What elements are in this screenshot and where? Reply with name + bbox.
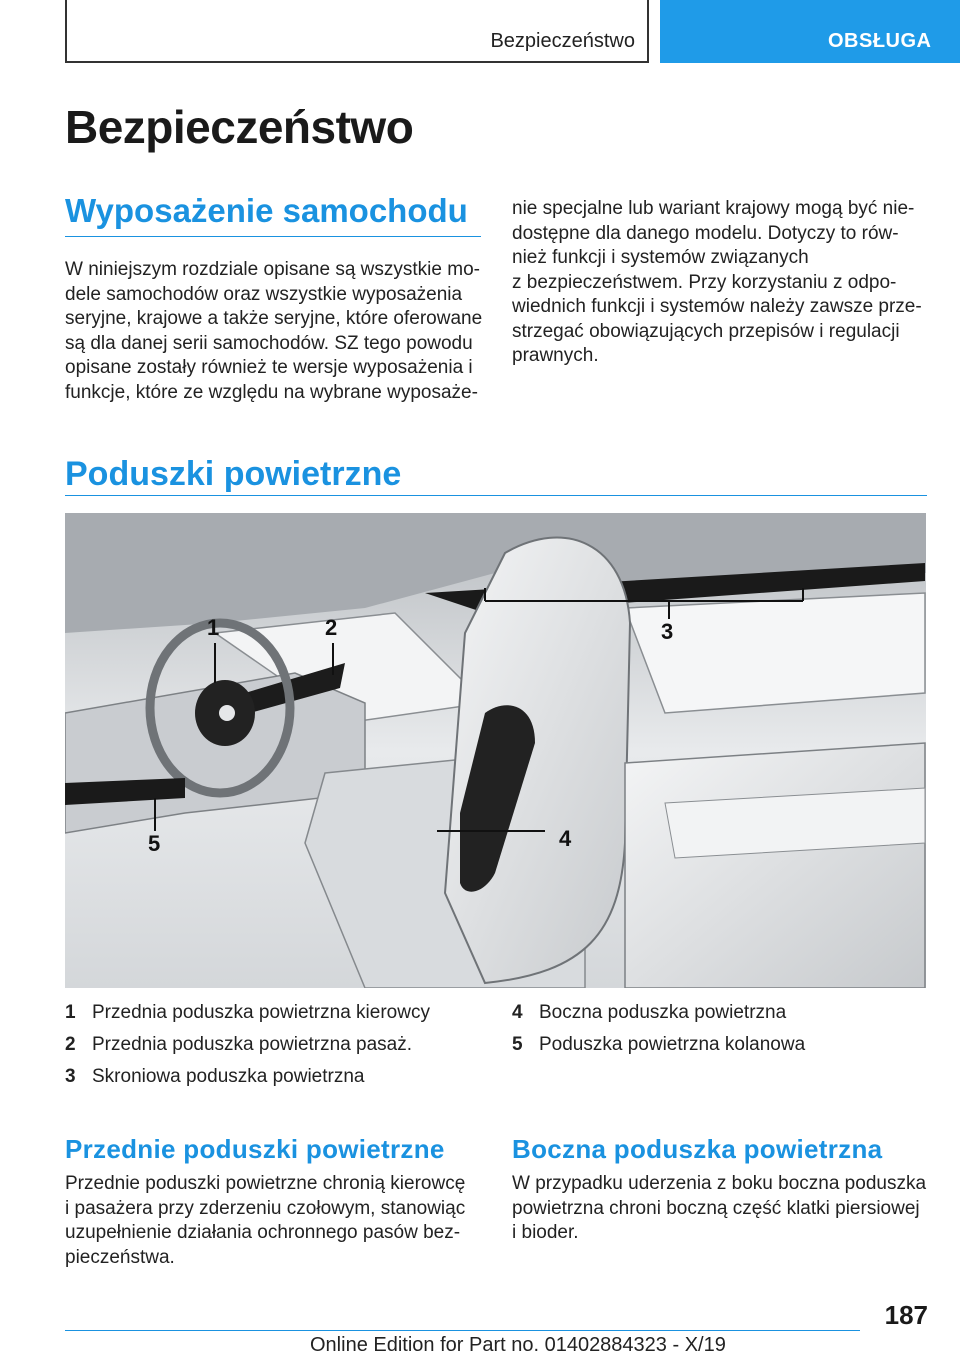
text-line: Przednie poduszki powietrzne chronią kierowcę (65, 1173, 466, 1194)
equipment-paragraph-right (512, 197, 932, 369)
front-airbags-paragraph (65, 1172, 495, 1270)
edition-footer: Online Edition for Part no. 01402884323 - X/19 (310, 1334, 726, 1356)
section-tab (65, 0, 649, 63)
section-rule (65, 495, 927, 496)
equipment-paragraph-left (65, 258, 485, 405)
legend-item (512, 1002, 786, 1024)
text-line: opisane zostały również te wersje wyposażenia i (65, 357, 473, 378)
legend-text: Przednia poduszka powietrzna pasaż. (92, 1034, 413, 1055)
section-rule (65, 236, 481, 237)
text-line: i bioder. (512, 1222, 579, 1243)
legend-number: 5 (512, 1034, 523, 1055)
legend-item (65, 1066, 365, 1088)
legend-number: 2 (65, 1034, 76, 1055)
text-line: dele samochodów oraz wszystkie wyposażenia (65, 283, 463, 305)
text-line: nież funkcji i systemów związanych (512, 247, 809, 268)
legend-item (65, 1002, 430, 1024)
text-line: W przypadku uderzenia z boku boczna poduszka (512, 1173, 927, 1194)
side-airbag-paragraph (512, 1172, 942, 1246)
legend-item (65, 1034, 412, 1056)
page-number: 187 (884, 1300, 928, 1330)
legend-number: 1 (65, 1002, 76, 1023)
airbag-illustration (65, 513, 926, 988)
text-line: pieczeństwa. (65, 1246, 175, 1268)
text-line: uzupełnienie działania ochronnego pasów bez- (65, 1222, 461, 1243)
footer-rule (65, 1330, 860, 1331)
text-line: strzegać obowiązujących przepisów i regulacji (512, 320, 900, 342)
text-line: wiednich funkcji i systemów należy zawsze prze- (512, 296, 922, 317)
chapter-tab (660, 0, 960, 63)
legend-text: Boczna poduszka powietrzna (539, 1002, 787, 1023)
subheading-front-airbags: Przednie poduszki powietrzne (65, 1134, 445, 1164)
text-line: z bezpieczeństwem. Przy korzystaniu z odpo- (512, 271, 897, 293)
text-line: prawnych. (512, 345, 599, 366)
callout-5: 5 (148, 831, 161, 856)
legend-text: Skroniowa poduszka powietrzna (92, 1066, 365, 1087)
section-heading-equipment: Wyposażenie samochodu (65, 192, 468, 229)
legend-item (512, 1034, 805, 1056)
callout-3: 3 (661, 619, 674, 644)
legend-text: Przednia poduszka powietrzna kierowcy (92, 1002, 430, 1023)
section-tab-label: Bezpieczeństwo (490, 30, 635, 52)
legend-text: Poduszka powietrzna kolanowa (539, 1034, 806, 1055)
chapter-tab-label: OBSŁUGA (828, 30, 932, 52)
text-line: i pasażera przy zderzeniu czołowym, stanowiąc (65, 1197, 466, 1219)
callout-1: 1 (207, 615, 220, 640)
legend-number: 4 (512, 1002, 523, 1023)
section-heading-airbags: Poduszki powietrzne (65, 455, 402, 493)
subheading-side-airbag: Boczna poduszka powietrzna (512, 1134, 883, 1164)
text-line: funkcje, które ze względu na wybrane wyposaże- (65, 381, 478, 403)
text-line: seryjne, krajowe a także seryjne, które oferowane (65, 308, 483, 329)
page-title: Bezpieczeństwo (65, 101, 414, 153)
text-line: nie specjalne lub wariant krajowy mogą być nie- (512, 198, 915, 219)
text-line: W niniejszym rozdziale opisane są wszystkie mo- (65, 259, 480, 280)
text-line: dostępne dla danego modelu. Dotyczy to rów- (512, 222, 899, 244)
callout-4: 4 (559, 826, 572, 851)
car-interior-drawing (65, 513, 926, 988)
callout-2: 2 (325, 615, 338, 640)
text-line: powietrzna chroni boczną część klatki piersiowej (512, 1197, 920, 1219)
legend-number: 3 (65, 1066, 76, 1087)
text-line: są dla danej serii samochodów. SZ tego powodu (65, 332, 473, 354)
